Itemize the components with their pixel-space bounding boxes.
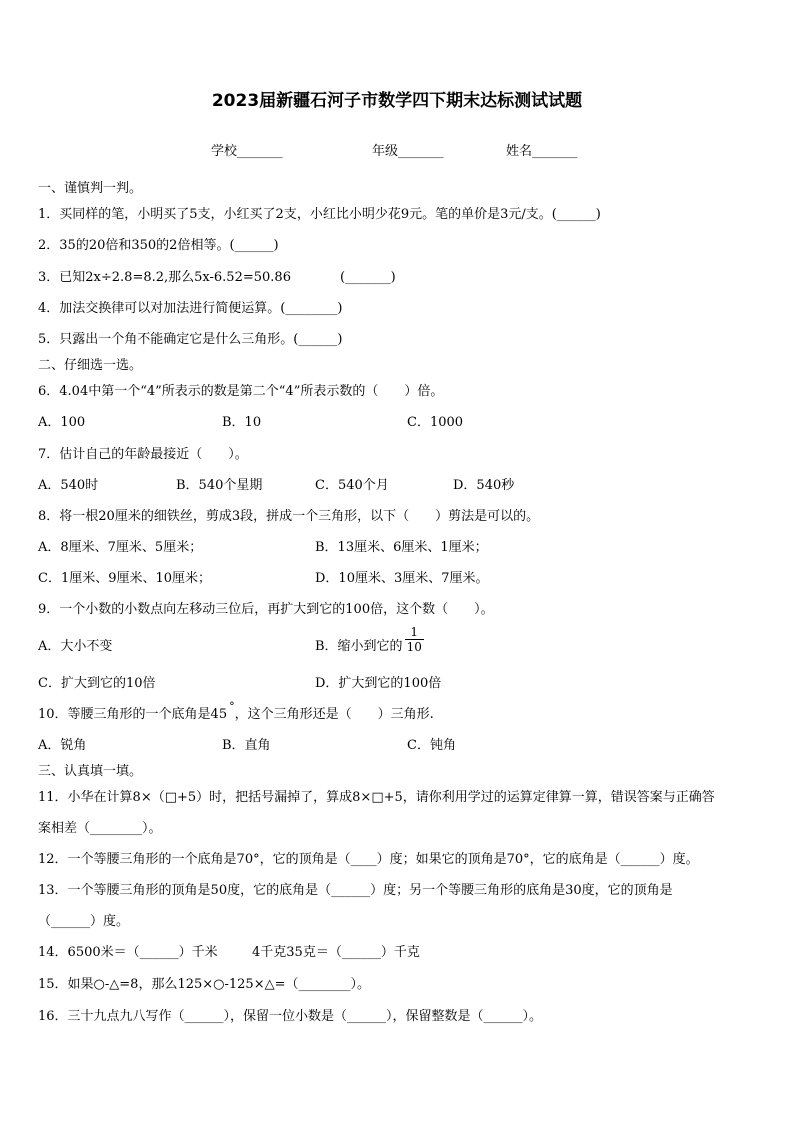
question-16-text: 16．三十九点九八写作（______），保留一位小数是（______），保留整数是（______）。	[38, 1009, 543, 1024]
option-b: B．540个星期	[176, 478, 263, 493]
option-a: A．8厘米、7厘米、5厘米；	[38, 540, 203, 555]
question-10-text	[38, 700, 434, 724]
question-6-text: 6．4.04中第一个“4”所表示的数是第二个“4”所表示数的（ ）倍。	[38, 384, 444, 399]
option-c: C．540个月	[315, 478, 389, 493]
question-3-blank: (_______)	[340, 270, 396, 285]
question-10-part1: 10．等腰三角形的一个底角是45	[38, 707, 228, 722]
option-d: D．10厘米、3厘米、7厘米。	[315, 571, 489, 586]
page-title: 2023届新疆石河子市数学四下期末达标测试试题	[211, 91, 583, 111]
option-b	[315, 625, 424, 656]
option-a: A．540时	[38, 478, 99, 493]
question-13-text-cont: （______）度。	[38, 914, 130, 929]
option-c: C．钝角	[407, 738, 456, 753]
question-1-text: 1．买同样的笔，小明买了5支，小红买了2支，小红比小明少花9元。笔的单价是3元/支。(______)	[38, 207, 601, 222]
question-14-part2: 4千克35克＝（______）千克	[252, 945, 420, 960]
question-14-part1: 14．6500米＝（______）千米	[38, 945, 218, 960]
question-9-text: 9．一个小数的小数点向左移动三位后，再扩大到它的100倍，这个数（ ）。	[38, 602, 494, 617]
question-3-text: 3．已知2x÷2.8=8.2,那么5x-6.52=50.86	[38, 270, 291, 285]
grade-field: 年级_______	[372, 144, 444, 159]
fraction-denominator: 10	[406, 640, 422, 654]
question-7-text: 7．估计自己的年龄最接近（ ）。	[38, 447, 248, 462]
option-d: D．扩大到它的100倍	[315, 676, 442, 691]
name-field: 姓名_______	[506, 144, 578, 159]
question-2-text: 2．35的20倍和350的2倍相等。(______)	[38, 238, 279, 253]
question-11-text-cont: 案相差（________）。	[38, 821, 162, 836]
section-2-text: 二、仔细选一选。	[38, 358, 143, 373]
section-1-text: 一、谨慎判一判。	[38, 181, 143, 196]
question-10-part2: ，这个三角形还是（ ）三角形.	[234, 707, 434, 722]
degree-symbol: °	[229, 700, 235, 713]
question-13-text: 13．一个等腰三角形的顶角是50度，它的底角是（______）度；另一个等腰三角形的底角是30度，它的顶角是	[38, 883, 673, 898]
option-b: B．直角	[222, 738, 271, 753]
question-8-text: 8．将一根20厘米的细铁丝，剪成3段，拼成一个三角形，以下（ ）剪法是可以的。	[38, 509, 540, 524]
option-a: A．锐角	[38, 738, 87, 753]
option-b: B．10	[222, 415, 262, 430]
question-4-text: 4．加法交换律可以对加法进行简便运算。(________)	[38, 301, 343, 316]
question-15-text: 15．如果○-△=8，那么125×○-125×△=（________）。	[38, 977, 370, 992]
option-c: C．1000	[407, 415, 464, 430]
fraction-numerator: 1	[405, 625, 424, 640]
option-c: C．1厘米、9厘米、10厘米；	[38, 571, 212, 586]
option-b: B．13厘米、6厘米、1厘米；	[315, 540, 488, 555]
school-field: 学校_______	[211, 144, 283, 159]
option-a: A．大小不变	[38, 639, 113, 654]
option-c: C．扩大到它的10倍	[38, 676, 156, 691]
option-d: D．540秒	[453, 478, 515, 493]
question-5-text: 5．只露出一个角不能确定它是什么三角形。(______)	[38, 332, 343, 347]
question-12-text: 12．一个等腰三角形的一个底角是70°，它的顶角是（____）度；如果它的顶角是70°，它的底角是（______）度。	[38, 852, 699, 867]
question-11-text: 11．小华在计算8×（□+5）时，把括号漏掉了，算成8×□+5，请你利用学过的运算定律算一算，错误答案与正确答	[38, 790, 715, 805]
section-3-text: 三、认真填一填。	[38, 764, 143, 779]
option-a: A．100	[38, 415, 86, 430]
fraction-one-tenth	[405, 625, 424, 654]
option-b-text: B．缩小到它的	[315, 639, 403, 654]
